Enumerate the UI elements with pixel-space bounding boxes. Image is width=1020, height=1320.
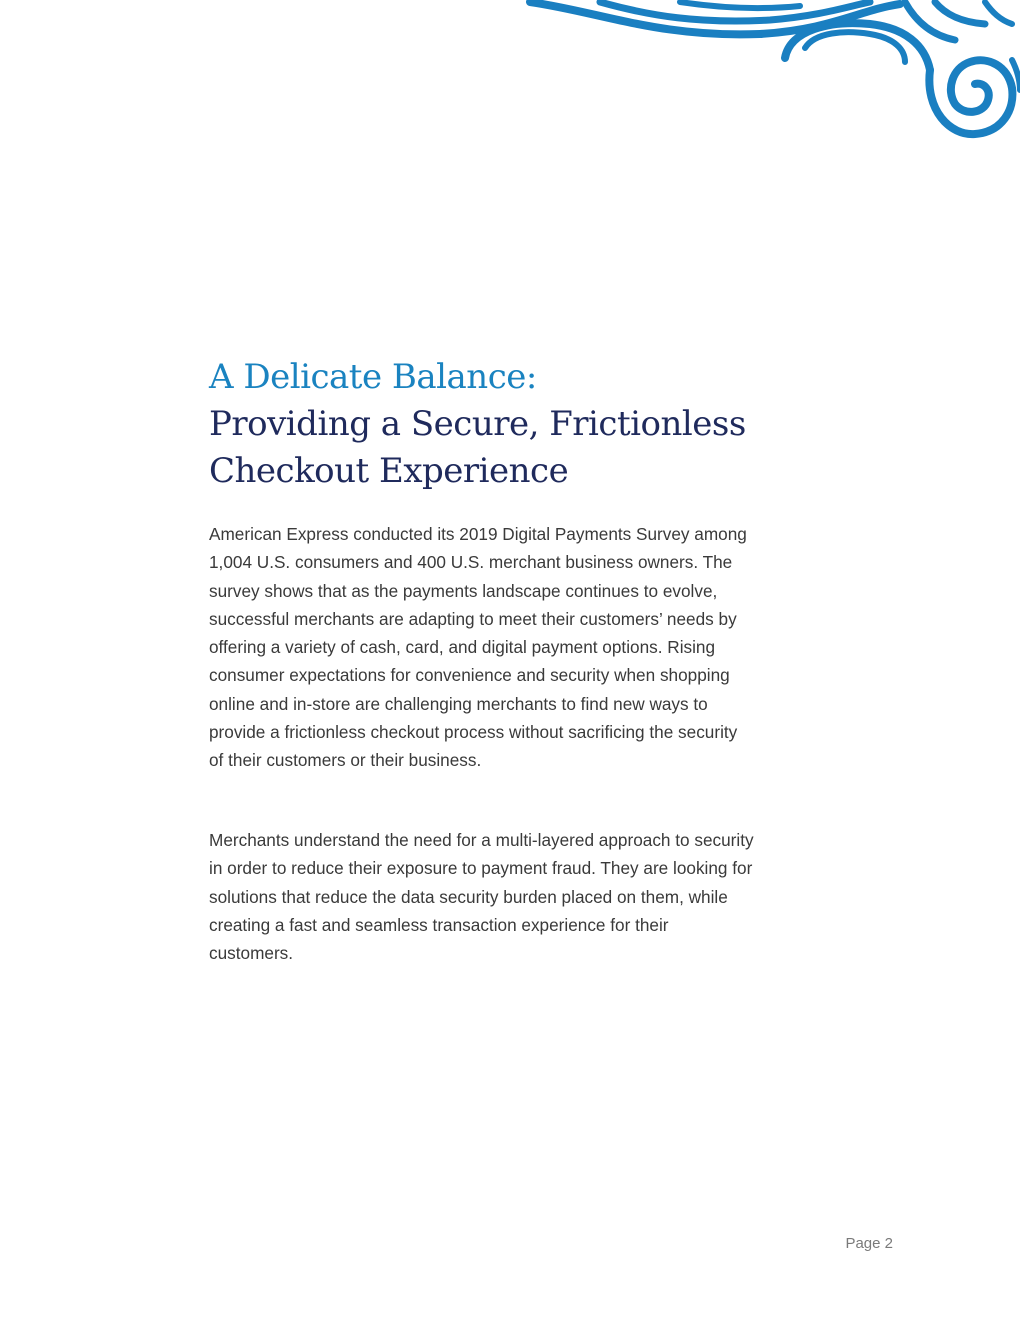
wave-swirl-ornament-icon	[520, 0, 1020, 150]
title-line-2: Checkout Experience	[209, 451, 569, 491]
body-paragraph-survey: American Express conducted its 2019 Digital Payments Survey among 1,004 U.S. consumers and 400 U.S. merchant business owners. The survey shows that as the payments landscape continues to evolve, successful merchants are adapting to meet their customers’ needs by offering a variety of cash, card, and digital payment options. Rising consumer expectations for convenience and security when shopping online and in-store are challenging merchants to find new ways to provide a frictionless checkout process without sacrificing the security of their customers or their business.	[209, 524, 747, 771]
title-accent-line: A Delicate Balance:	[209, 357, 537, 397]
page-title	[209, 354, 829, 495]
page-number: Page 2	[845, 1235, 893, 1252]
body-paragraph-security: Merchants understand the need for a multi-layered approach to security in order to reduce their exposure to payment fraud. They are looking for solutions that reduce the data security burden placed on them, while creating a fast and seamless transaction experience for their customers.	[209, 830, 754, 964]
title-line-1: Providing a Secure, Frictionless	[209, 404, 746, 444]
